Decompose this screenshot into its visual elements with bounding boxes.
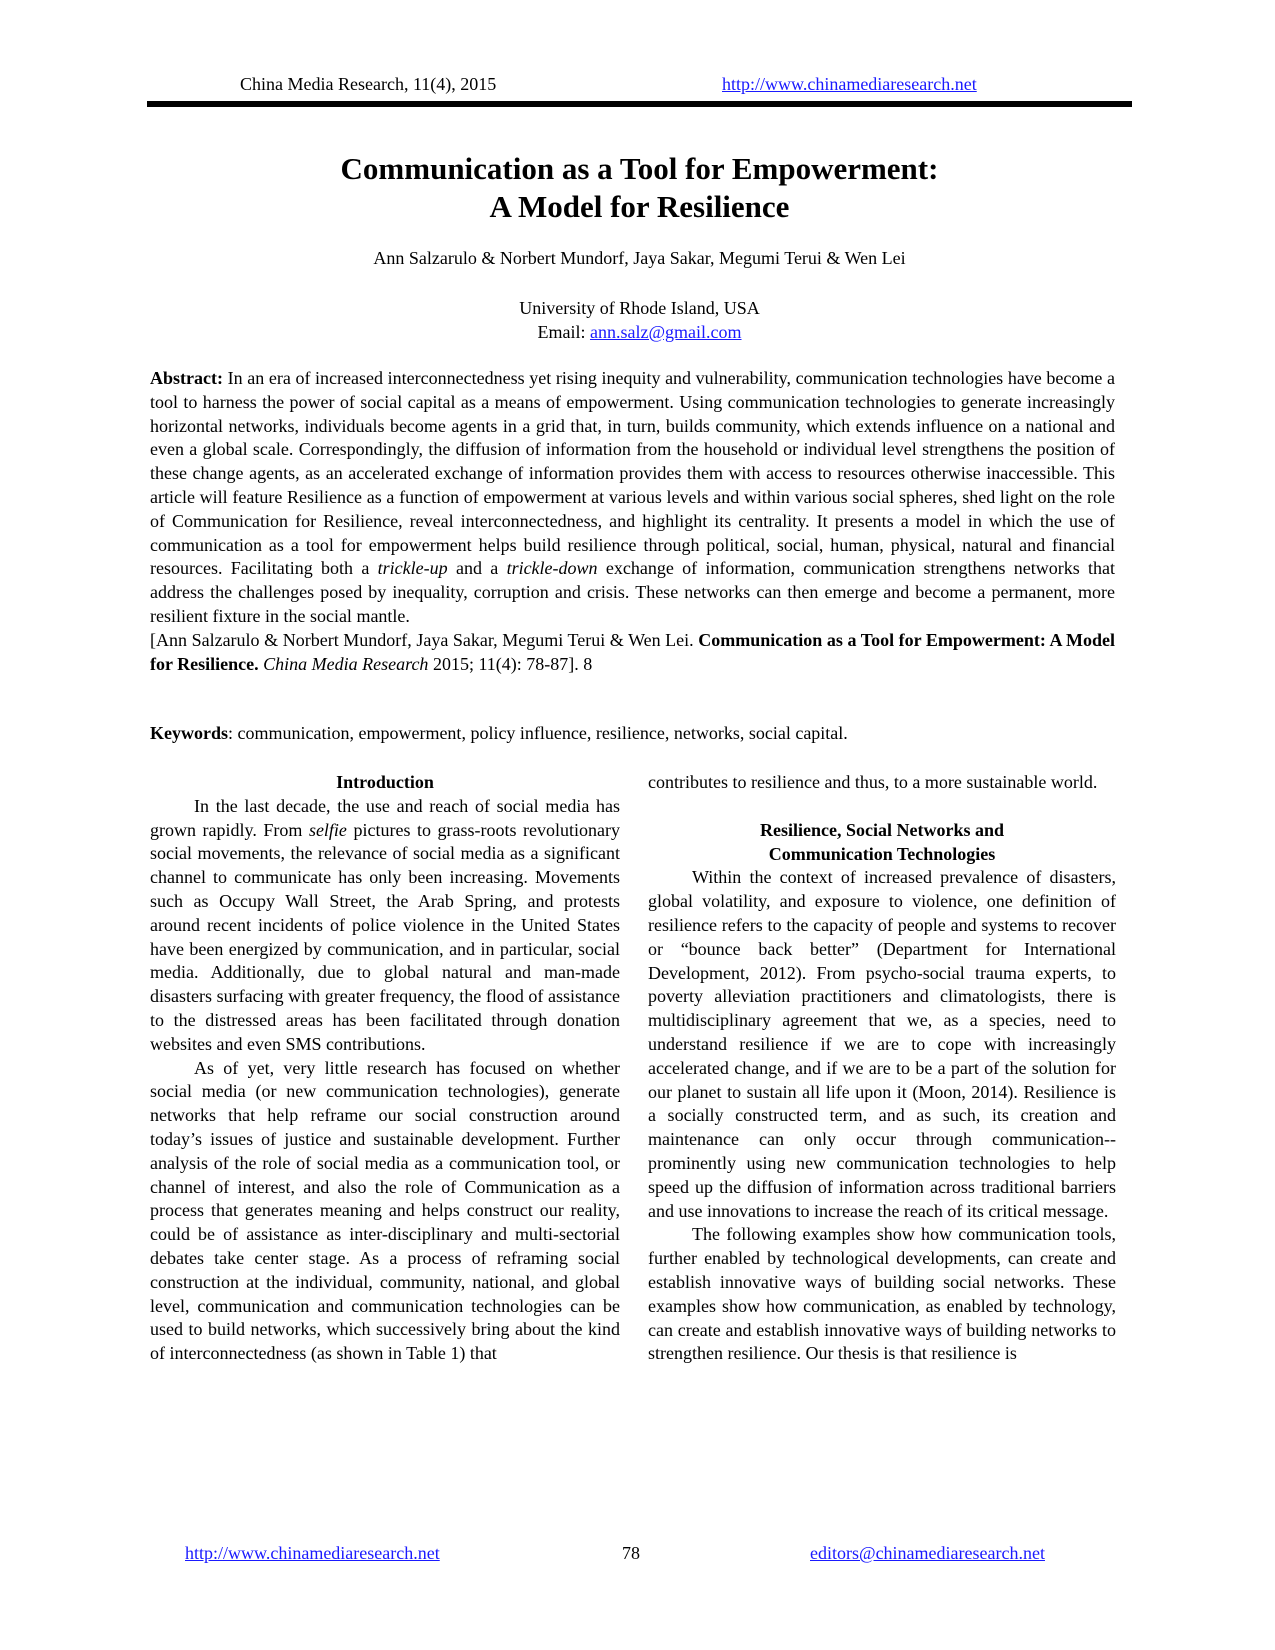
intro-continuation: contributes to resilience and thus, to a more sustainable world.: [648, 772, 1098, 792]
header-rule: [147, 101, 1132, 107]
abstract-label: Abstract:: [150, 368, 223, 388]
abstract-text-1: In an era of increased interconnectedness yet rising inequity and vulnerability, communication technologies have become a tool to harness the power of social capital as a means of empowerment. Using communication technologies to generate increasingly horizontal networks, individuals become agents in a grid that, in turn, builds community, which extends influence on a national and even a global scale. Correspondingly, the diffusion of information from the household or individual level strengthens the position of these change agents, as an accelerated exchange of information provides them with access to resources otherwise inaccessible. This article will feature Resilience as a function of empowerment at various levels and within various social spheres, shed light on the role of Communication for Resilience, reveal interconnectedness, and highlight its centrality. It presents a model in which the use of communication as a tool for empowerment helps build resilience through political, social, human, physical, natural and financial resources. Facilitating both a: [150, 368, 1115, 579]
footer-email-link[interactable]: editors@chinamediaresearch.net: [810, 1543, 1045, 1563]
journal-header: China Media Research, 11(4), 2015: [240, 74, 497, 94]
citation-title: Communication as a Tool for Empowerment: A Model for Resilience.: [150, 629, 1116, 674]
abstract-text-3: exchange of information, communication strengthens networks that address the challenges posed by inequality, corruption and crisis. These networks can then emerge and become a permanent, more resilient fixture in the social mantle.: [150, 558, 1116, 626]
author-email-link[interactable]: ann.salz@gmail.com: [589, 322, 742, 342]
citation-journal: China Media Research: [263, 653, 429, 674]
abstract: [150, 367, 1115, 676]
keywords-label: Keywords: [150, 723, 228, 743]
keywords-text: : communication, empowerment, policy influence, resilience, networks, social capital.: [228, 723, 848, 743]
intro-p1-text-a: In the last decade, the use and reach of social media has grown rapidly. From: [150, 795, 620, 840]
affiliation: [147, 296, 1132, 344]
institution: University of Rhode Island, USA: [519, 298, 760, 318]
section2-paragraph-2: The following examples show how communication tools, further enabled by technological developments, can create and establish innovative ways of building social networks. These examples show how communication, as enabled by technology, can create and establish innovative ways of building networks to strengthen resilience. Our thesis is that resilience is: [648, 1224, 1116, 1364]
section-gap: [648, 795, 1116, 819]
email-line: [147, 320, 1132, 344]
abstract-text-2: and a: [455, 558, 499, 579]
intro-p1-text-b: pictures to grass-roots revolutionary social movements, the relevance of social media as a significant channel to communicate has only been increasing. Movements such as Occupy Wall Street, the Arab Spring, and protests around recent incidents of police violence in the United States have been energized by communication, and in particular, social media. Additionally, due to global natural and man-made disasters surfacing with greater frequency, the flood of assistance to the distressed areas has been facilitated through donation websites and even SMS contributions.: [150, 819, 621, 1054]
page-number: 78: [622, 1543, 640, 1563]
abstract-body: [150, 367, 1115, 629]
paper-title: [147, 150, 1132, 226]
right-column: [648, 771, 1116, 1366]
citation-authors: [Ann Salzarulo & Norbert Mundorf, Jaya Sakar, Megumi Terui & Wen Lei.: [150, 629, 694, 650]
section2-paragraph-1: Within the context of increased prevalence of disasters, global volatility, and exposure to violence, one definition of resilience refers to the capacity of people and systems to recover or “bounce back better” (Department for International Development, 2012). From psycho-social trauma experts, to poverty alleviation practitioners and climatologists, there is multidisciplinary agreement that we, as a species, need to understand resilience if we are to cope with increasingly accelerated change, and if we are to be a part of the solution for our planet to sustain all life upon it (Moon, 2014). Resilience is a socially constructed term, and as such, its creation and maintenance can only occur through communication--prominently using new communication technologies to help speed up the diffusion of information across traditional barriers and use innovations to increase the reach of its critical message.: [648, 867, 1116, 1221]
intro-paragraph-1: [150, 795, 620, 1057]
title-line-2: A Model for Resilience: [489, 189, 790, 224]
email-label: Email:: [537, 322, 586, 342]
citation: [150, 629, 1115, 677]
intro-paragraph-2: As of yet, very little research has focused on whether social media (or new communication technologies), generate networks that help reframe our social construction around today’s issues of justice and sustainable development. Further analysis of the role of social media as a communication tool, or channel of interest, and also the role of Communication as a process that generates meaning and helps construct our reality, could be of assistance as inter-disciplinary and multi-sectorial debates take center stage. As a process of reframing social construction at the individual, community, national, and global level, communication and communication technologies can be used to build networks, which successively bring about the kind of interconnectedness (as shown in Table 1) that: [150, 1057, 620, 1364]
citation-rest: 2015; 11(4): 78-87]. 8: [432, 653, 593, 674]
left-column: [150, 771, 620, 1366]
header-url-link[interactable]: http://www.chinamediaresearch.net: [722, 74, 977, 94]
title-line-1: Communication as a Tool for Empowerment:: [340, 151, 939, 186]
keywords: [150, 723, 1115, 744]
section2-heading-line-1: Resilience, Social Networks and: [760, 819, 1004, 840]
footer-url-link[interactable]: http://www.chinamediaresearch.net: [185, 1543, 440, 1563]
introduction-heading: Introduction: [336, 772, 434, 792]
section2-heading-line-2: Communication Technologies: [768, 843, 996, 864]
abstract-em-1: trickle-up: [377, 558, 448, 579]
abstract-em-2: trickle-down: [506, 558, 598, 579]
intro-p1-em: selfie: [308, 819, 347, 840]
section2-heading: [648, 819, 1116, 867]
author-list: Ann Salzarulo & Norbert Mundorf, Jaya Sakar, Megumi Terui & Wen Lei: [373, 248, 906, 268]
